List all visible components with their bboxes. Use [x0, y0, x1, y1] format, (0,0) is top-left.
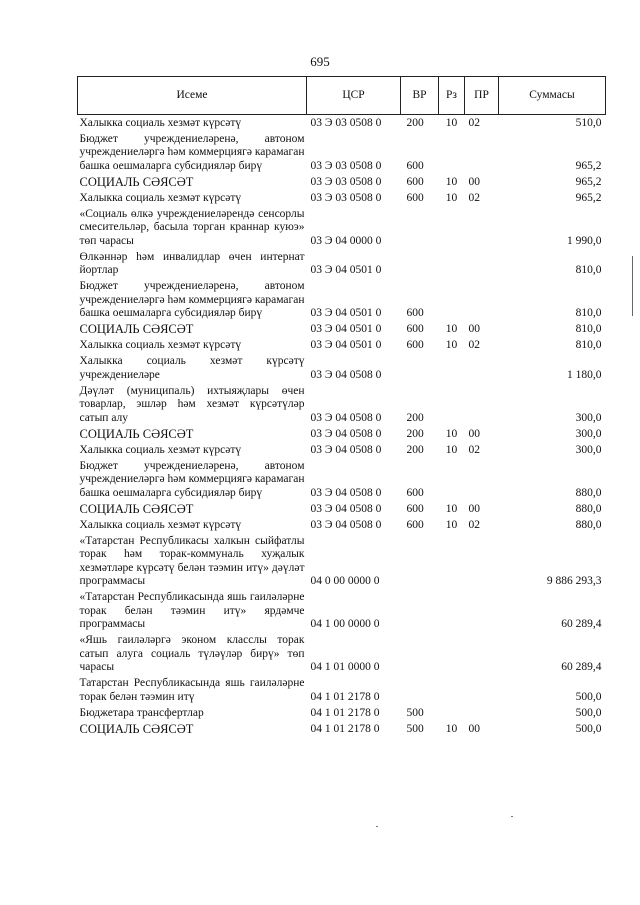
- cell-rz: [439, 383, 465, 426]
- cell-sum: 965,2: [575, 159, 602, 172]
- cell-rz: [439, 249, 465, 279]
- scan-speck: [511, 816, 513, 817]
- scan-edge-mark: [632, 256, 633, 316]
- cell-vr: 600: [406, 323, 424, 335]
- cell-vr: 600: [406, 339, 424, 351]
- cell-vr: [401, 249, 439, 279]
- cell-vr: 200: [406, 411, 424, 424]
- cell-csr: 03 Э 03 0508 0: [310, 116, 382, 129]
- table-row: [78, 676, 606, 706]
- cell-pr: [465, 383, 499, 426]
- table-row: [78, 517, 606, 533]
- cell-csr: 04 0 00 0000 0: [310, 575, 380, 587]
- cell-pr: [465, 206, 499, 249]
- table-header: [78, 77, 606, 115]
- cell-csr: 03 Э 04 0508 0: [310, 368, 382, 381]
- cell-rz: [439, 676, 465, 706]
- budget-table: [77, 76, 606, 737]
- cell-rz: [439, 705, 465, 721]
- cell-vr: 600: [406, 191, 424, 204]
- cell-pr: [465, 633, 499, 676]
- table-body: [78, 115, 606, 738]
- cell-vr: 600: [406, 175, 424, 188]
- table-row: [78, 533, 606, 590]
- cell-vr: 200: [406, 116, 424, 129]
- cell-rz: 10: [445, 518, 458, 531]
- cell-rz: [439, 131, 465, 174]
- table-row: [78, 705, 606, 721]
- cell-sum: 810,0: [575, 323, 602, 335]
- cell-name: Бюджет учреждениеләренә, автоном учреждениеләргә һәм коммерциягә карамаган башка оешмаларга субсидияләр бирү: [79, 280, 305, 319]
- cell-csr: 04 1 01 2178 0: [310, 690, 380, 703]
- table-row: [78, 115, 606, 132]
- cell-csr: 04 1 00 0000 0: [310, 618, 380, 630]
- cell-name: Халыкка социаль хезмәт күрсәтү учреждениеләре: [79, 355, 305, 381]
- cell-name: СОЦИАЛЬ СӘЯСӘТ: [79, 174, 194, 189]
- cell-vr: [401, 354, 439, 384]
- cell-vr: 600: [406, 159, 424, 172]
- cell-pr: 02: [468, 443, 480, 456]
- cell-name: Татарстан Республикасында яшь гаиләләрне торак белән тәэмин итү: [79, 677, 305, 703]
- cell-vr: 200: [406, 443, 424, 456]
- cell-csr: 03 Э 03 0508 0: [310, 159, 382, 172]
- cell-name: Халыкка социаль хезмәт күрсәтү: [79, 443, 242, 456]
- cell-csr: 04 1 01 2178 0: [310, 722, 380, 735]
- cell-csr: 03 Э 04 0508 0: [310, 502, 382, 515]
- cell-pr: [465, 279, 499, 322]
- cell-sum: 300,0: [575, 411, 602, 424]
- header-rz: Рз: [439, 77, 465, 115]
- cell-name: СОЦИАЛЬ СӘЯСӘТ: [79, 721, 194, 736]
- cell-rz: 10: [445, 427, 458, 440]
- cell-pr: [465, 590, 499, 633]
- cell-name: «Татарстан Республикасында яшь гаиләләрне торак белән тәэмин итү» ярдәмче программасы: [79, 591, 305, 630]
- cell-rz: [439, 533, 465, 590]
- cell-rz: [439, 633, 465, 676]
- cell-rz: 10: [445, 116, 458, 129]
- header-pr: ПР: [465, 77, 499, 115]
- page-number: 695: [310, 54, 330, 69]
- cell-pr: [465, 458, 499, 501]
- cell-vr: 600: [406, 307, 424, 319]
- cell-vr: 500: [406, 722, 424, 735]
- cell-csr: 03 Э 04 0508 0: [310, 443, 382, 456]
- cell-sum: 880,0: [575, 486, 602, 499]
- cell-name: Халыкка социаль хезмәт күрсәтү: [79, 339, 242, 351]
- cell-vr: [401, 676, 439, 706]
- table-row: [78, 322, 606, 338]
- cell-name: Өлкәннәр һәм инвалидлар өчен интернат йортлар: [79, 250, 305, 276]
- table-row: [78, 458, 606, 501]
- cell-pr: [465, 533, 499, 590]
- cell-rz: 10: [445, 722, 458, 735]
- cell-sum: 965,2: [575, 191, 602, 204]
- cell-sum: 500,0: [575, 690, 602, 703]
- cell-pr: [465, 705, 499, 721]
- cell-sum: 300,0: [575, 427, 602, 440]
- cell-rz: [439, 354, 465, 384]
- cell-csr: 04 1 01 0000 0: [310, 661, 380, 673]
- scan-speck: [376, 826, 378, 827]
- cell-name: «Социаль өлкә учреждениеләрендә сенсорлы смесительләр, басыла торган краннар куюэ» төп чарасы: [79, 207, 305, 247]
- cell-rz: [439, 206, 465, 249]
- cell-name: Халыкка социаль хезмәт күрсәтү: [79, 116, 242, 129]
- cell-rz: 10: [445, 502, 458, 515]
- table-row: [78, 354, 606, 384]
- cell-csr: 03 Э 03 0508 0: [310, 175, 382, 188]
- cell-name: Халыкка социаль хезмәт күрсәтү: [79, 191, 242, 204]
- cell-name: «Татарстан Республикасы халкын сыйфатлы торак һәм торак-коммуналь хуҗалык хезмәтләре күрсәтү белән тәэмин итү» дәүләт программасы: [79, 534, 305, 587]
- header-csr: ЦСР: [307, 77, 401, 115]
- table-row: [78, 174, 606, 190]
- cell-vr: [401, 206, 439, 249]
- cell-sum: 60 289,4: [561, 618, 602, 630]
- cell-csr: 03 Э 04 0508 0: [310, 518, 382, 531]
- cell-csr: 04 1 01 2178 0: [310, 706, 380, 719]
- cell-vr: 600: [406, 518, 424, 531]
- table-row: [78, 279, 606, 322]
- cell-pr: 00: [468, 722, 480, 735]
- cell-sum: 810,0: [575, 307, 602, 319]
- cell-rz: 10: [445, 191, 458, 204]
- cell-csr: 03 Э 04 0501 0: [310, 264, 382, 276]
- cell-vr: 500: [406, 706, 424, 719]
- cell-sum: 60 289,4: [561, 661, 602, 673]
- table-row: [78, 501, 606, 517]
- cell-rz: 10: [445, 339, 458, 351]
- cell-vr: 200: [406, 427, 424, 440]
- cell-sum: 965,2: [575, 175, 602, 188]
- cell-csr: 03 Э 04 0501 0: [310, 307, 382, 319]
- cell-name: СОЦИАЛЬ СӘЯСӘТ: [79, 426, 194, 441]
- cell-sum: 880,0: [575, 518, 602, 531]
- cell-pr: [465, 354, 499, 384]
- header-vr: ВР: [401, 77, 439, 115]
- cell-rz: 10: [445, 323, 458, 335]
- table-row: [78, 206, 606, 249]
- cell-pr: 00: [468, 323, 480, 335]
- cell-name: «Яшь гаиләләргә эконом класслы торак сатып алуга социаль түләүләр бирү» төп чарасы: [79, 634, 305, 673]
- cell-pr: 02: [468, 116, 480, 129]
- cell-name: Халыкка социаль хезмәт күрсәтү: [79, 518, 242, 531]
- header-sum: Суммасы: [499, 77, 606, 115]
- table-row: [78, 590, 606, 633]
- cell-pr: [465, 249, 499, 279]
- table-row: [78, 190, 606, 206]
- cell-rz: [439, 279, 465, 322]
- cell-sum: 1 180,0: [567, 368, 602, 381]
- cell-vr: [401, 590, 439, 633]
- table-row: [78, 442, 606, 458]
- table-row: [78, 249, 606, 279]
- cell-name: Бюджетара трансфертлар: [79, 706, 204, 719]
- cell-name: СОЦИАЛЬ СӘЯСӘТ: [79, 322, 194, 336]
- cell-sum: 880,0: [575, 502, 602, 515]
- cell-pr: 02: [468, 518, 480, 531]
- cell-rz: 10: [445, 175, 458, 188]
- cell-sum: 300,0: [575, 443, 602, 456]
- cell-sum: 810,0: [575, 264, 602, 276]
- cell-name: Бюджет учреждениеләренә, автоном учреждениеләргә һәм коммерциягә карамаган башка оешмаларга субсидияләр бирү: [79, 132, 305, 172]
- cell-name: Дәүләт (муниципаль) ихтыяҗлары өчен товарлар, эшләр һәм хезмәт күрсәтүләр сатып алу: [79, 384, 305, 424]
- table-row: [78, 383, 606, 426]
- cell-csr: 03 Э 04 0501 0: [310, 339, 382, 351]
- cell-csr: 03 Э 04 0508 0: [310, 411, 382, 424]
- cell-csr: 03 Э 03 0508 0: [310, 191, 382, 204]
- cell-vr: 600: [406, 486, 424, 499]
- cell-name: Бюджет учреждениеләренә, автоном учреждениеләргә һәм коммерциягә карамаган башка оешмаларга субсидияләр бирү: [79, 459, 305, 499]
- cell-pr: 02: [468, 339, 480, 351]
- cell-rz: [439, 458, 465, 501]
- cell-sum: 9 886 293,3: [546, 575, 602, 587]
- cell-pr: 00: [468, 175, 480, 188]
- cell-pr: [465, 676, 499, 706]
- cell-sum: 1 990,0: [567, 234, 602, 247]
- cell-pr: [465, 131, 499, 174]
- cell-csr: 03 Э 04 0508 0: [310, 486, 382, 499]
- cell-sum: 500,0: [575, 722, 602, 735]
- table-row: [78, 131, 606, 174]
- cell-csr: 03 Э 04 0000 0: [310, 234, 382, 247]
- cell-sum: 810,0: [575, 339, 602, 351]
- cell-vr: [401, 633, 439, 676]
- table-row: [78, 426, 606, 442]
- cell-name: СОЦИАЛЬ СӘЯСӘТ: [79, 501, 194, 516]
- cell-sum: 510,0: [575, 116, 602, 129]
- cell-rz: [439, 590, 465, 633]
- table-row: [78, 338, 606, 354]
- cell-vr: [401, 533, 439, 590]
- cell-pr: 00: [468, 427, 480, 440]
- cell-csr: 03 Э 04 0508 0: [310, 427, 382, 440]
- cell-sum: 500,0: [575, 706, 602, 719]
- header-name: Исеме: [78, 77, 307, 115]
- cell-pr: 02: [468, 191, 480, 204]
- table-row: [78, 633, 606, 676]
- cell-pr: 00: [468, 502, 480, 515]
- cell-vr: 600: [406, 502, 424, 515]
- table-row: [78, 721, 606, 737]
- cell-rz: 10: [445, 443, 458, 456]
- cell-csr: 03 Э 04 0501 0: [310, 323, 382, 335]
